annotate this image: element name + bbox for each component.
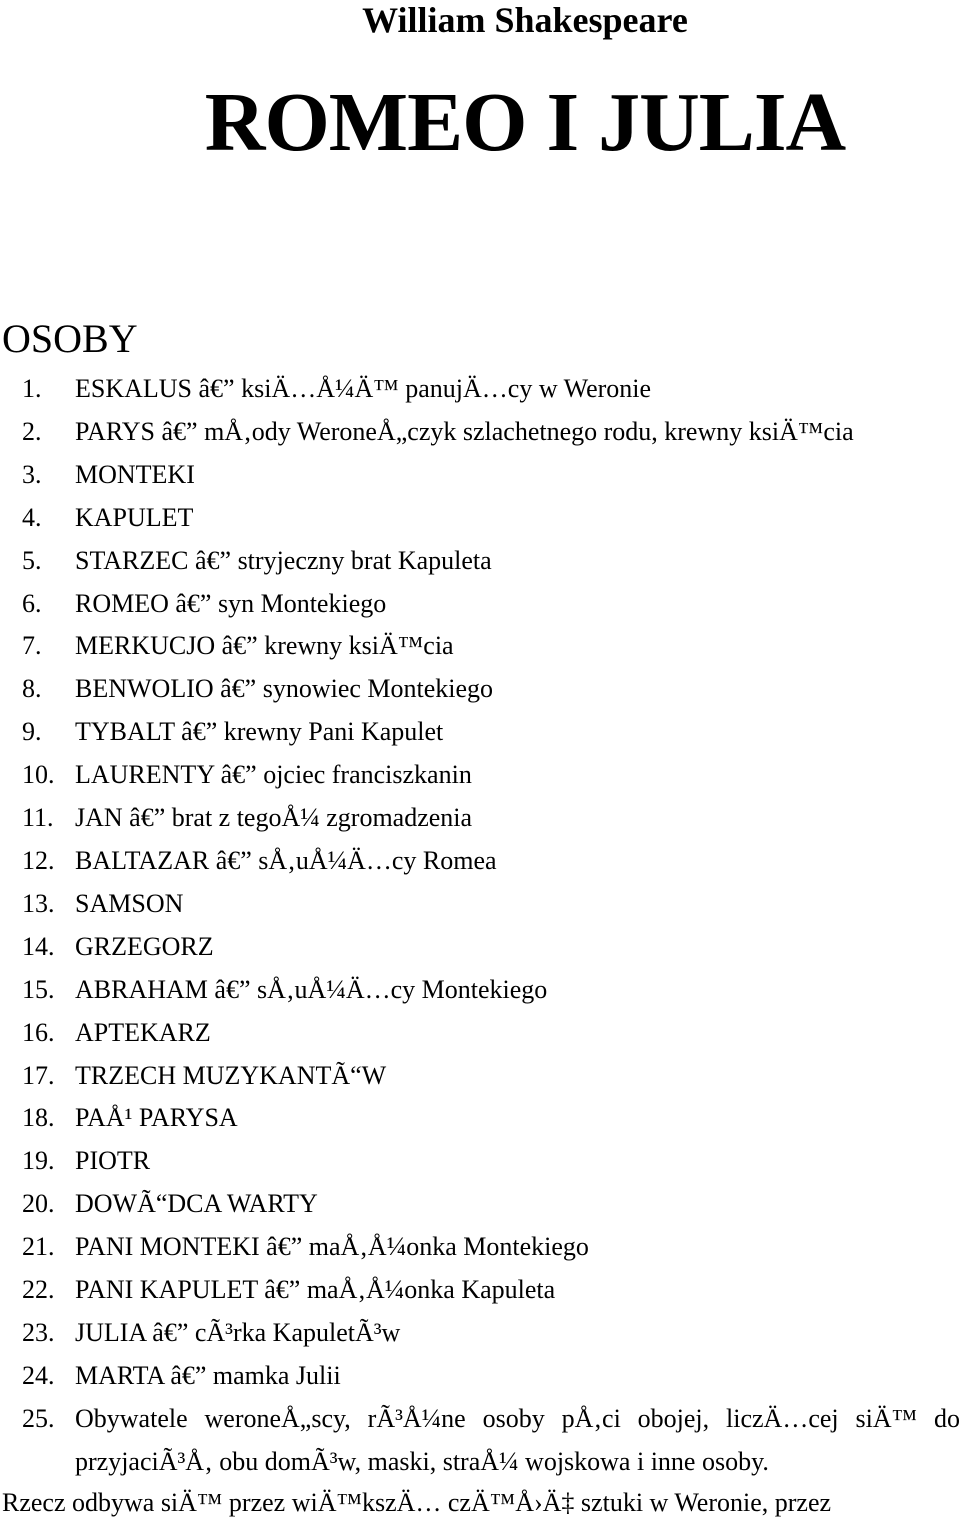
cast-item xyxy=(0,540,960,583)
cast-item-number: 9. xyxy=(22,717,42,747)
play-title: ROMEO I JULIA xyxy=(204,76,846,169)
author-name: William Shakespeare xyxy=(362,0,688,40)
cast-item xyxy=(0,797,960,840)
cast-item-number: 8. xyxy=(22,674,42,704)
cast-item xyxy=(0,368,960,411)
setting-note: Rzecz odbywa siÄ™ przez wiÄ™kszÄ… czÄ™Å›Ä‡ sztuki w Weronie, przez xyxy=(2,1488,832,1517)
cast-item xyxy=(0,1097,960,1140)
cast-item-text: ROMEO â€” syn Montekiego xyxy=(75,588,387,618)
cast-item-text: PIOTR xyxy=(75,1146,151,1176)
cast-item-text: STARZEC â€” stryjeczny brat Kapuleta xyxy=(75,545,492,575)
cast-item-text: SAMSON xyxy=(75,888,184,918)
cast-item xyxy=(0,411,960,454)
cast-item-number: 23. xyxy=(22,1317,55,1347)
cast-item-text: PAÅ¹ PARYSA xyxy=(75,1103,238,1133)
cast-item xyxy=(0,1226,960,1269)
cast-item xyxy=(0,625,960,668)
cast-item xyxy=(0,1312,960,1355)
cast-item-number: 3. xyxy=(22,459,42,489)
cast-item-number: 17. xyxy=(22,1060,55,1090)
cast-item-number: 16. xyxy=(22,1017,55,1047)
cast-item-text: TRZECH MUZYKANTÃ“W xyxy=(75,1060,387,1090)
cast-item-number: 7. xyxy=(22,631,42,661)
cast-item-text: DOWÃ“DCA WARTY xyxy=(75,1189,318,1219)
cast-item-text: GRZEGORZ xyxy=(75,931,214,961)
cast-item-number: 19. xyxy=(22,1146,55,1176)
cast-item-text: JAN â€” brat z tegoÅ¼ zgromadzenia xyxy=(75,803,473,833)
cast-item-text: PARYS â€” mÅ‚ody WeroneÅ„czyk szlachetnego rodu, krewny ksiÄ™cia xyxy=(75,416,854,446)
cast-item-number: 2. xyxy=(22,416,42,446)
cast-item-text: MARTA â€” mamka Julii xyxy=(75,1360,341,1390)
cast-item-text: PANI KAPULET â€” maÅ‚Å¼onka Kapuleta xyxy=(75,1275,556,1305)
cast-item-number: 12. xyxy=(22,845,55,875)
cast-item-number: 6. xyxy=(22,588,42,618)
cast-item xyxy=(0,1140,960,1183)
cast-item xyxy=(0,883,960,926)
cast-item-number: 13. xyxy=(22,888,55,918)
cast-item-text: TYBALT â€” krewny Pani Kapulet xyxy=(75,717,444,747)
cast-item-text: APTEKARZ xyxy=(75,1017,211,1047)
cast-item xyxy=(0,1055,960,1098)
cast-item xyxy=(0,1269,960,1312)
cast-item-number: 18. xyxy=(22,1103,55,1133)
cast-item-text: KAPULET xyxy=(75,502,194,532)
cast-item-text: ESKALUS â€” ksiÄ…Å¼Ä™ panujÄ…cy w Weronie xyxy=(75,374,652,403)
cast-item xyxy=(0,454,960,497)
cast-item-number: 15. xyxy=(22,974,55,1004)
cast-item-number: 14. xyxy=(22,931,55,961)
cast-item-text: BENWOLIO â€” synowiec Montekiego xyxy=(75,674,494,704)
cast-item xyxy=(0,668,960,711)
cast-item-text: ABRAHAM â€” sÅ‚uÅ¼Ä…cy Montekiego xyxy=(75,974,548,1004)
cast-item-text: BALTAZAR â€” sÅ‚uÅ¼Ä…cy Romea xyxy=(75,845,497,875)
cast-item-number: 10. xyxy=(22,760,55,790)
cast-item-text: PANI MONTEKI â€” maÅ‚Å¼onka Montekiego xyxy=(75,1232,589,1262)
cast-item-number: 24. xyxy=(22,1360,55,1390)
cast-item-number: 4. xyxy=(22,502,42,532)
cast-item-number: 25. xyxy=(22,1403,55,1433)
cast-item-number: 22. xyxy=(22,1275,55,1305)
cast-item-number: 21. xyxy=(22,1232,55,1262)
cast-item xyxy=(0,1355,960,1398)
cast-item-text: JULIA â€” cÃ³rka KapuletÃ³w xyxy=(75,1317,401,1347)
cast-item xyxy=(0,969,960,1012)
cast-item-text: LAURENTY â€” ojciec franciszkanin xyxy=(75,760,472,790)
cast-item xyxy=(0,1183,960,1226)
cast-item xyxy=(0,497,960,540)
cast-item xyxy=(0,583,960,626)
cast-item xyxy=(0,754,960,797)
cast-item xyxy=(0,1398,960,1484)
section-heading: OSOBY xyxy=(2,316,138,361)
cast-item-text: MERKUCJO â€” krewny ksiÄ™cia xyxy=(75,631,454,661)
cast-list xyxy=(0,368,960,1484)
cast-item xyxy=(0,711,960,754)
cast-item xyxy=(0,840,960,883)
cast-item xyxy=(0,926,960,969)
cast-item-number: 1. xyxy=(22,374,42,403)
cast-item-text: Obywatele weroneÅ„scy, rÃ³Å¼ne osoby pÅ‚ci obojej, liczÄ…cej siÄ™ do przyjaciÃ³Å‚ obu domÃ³w, maski, straÅ¼ wojskowa i inne osoby. xyxy=(75,1403,960,1476)
cast-item-text: MONTEKI xyxy=(75,459,195,489)
cast-item xyxy=(0,1012,960,1055)
cast-item-number: 11. xyxy=(22,803,54,833)
cast-item-number: 20. xyxy=(22,1189,55,1219)
cast-item-number: 5. xyxy=(22,545,42,575)
